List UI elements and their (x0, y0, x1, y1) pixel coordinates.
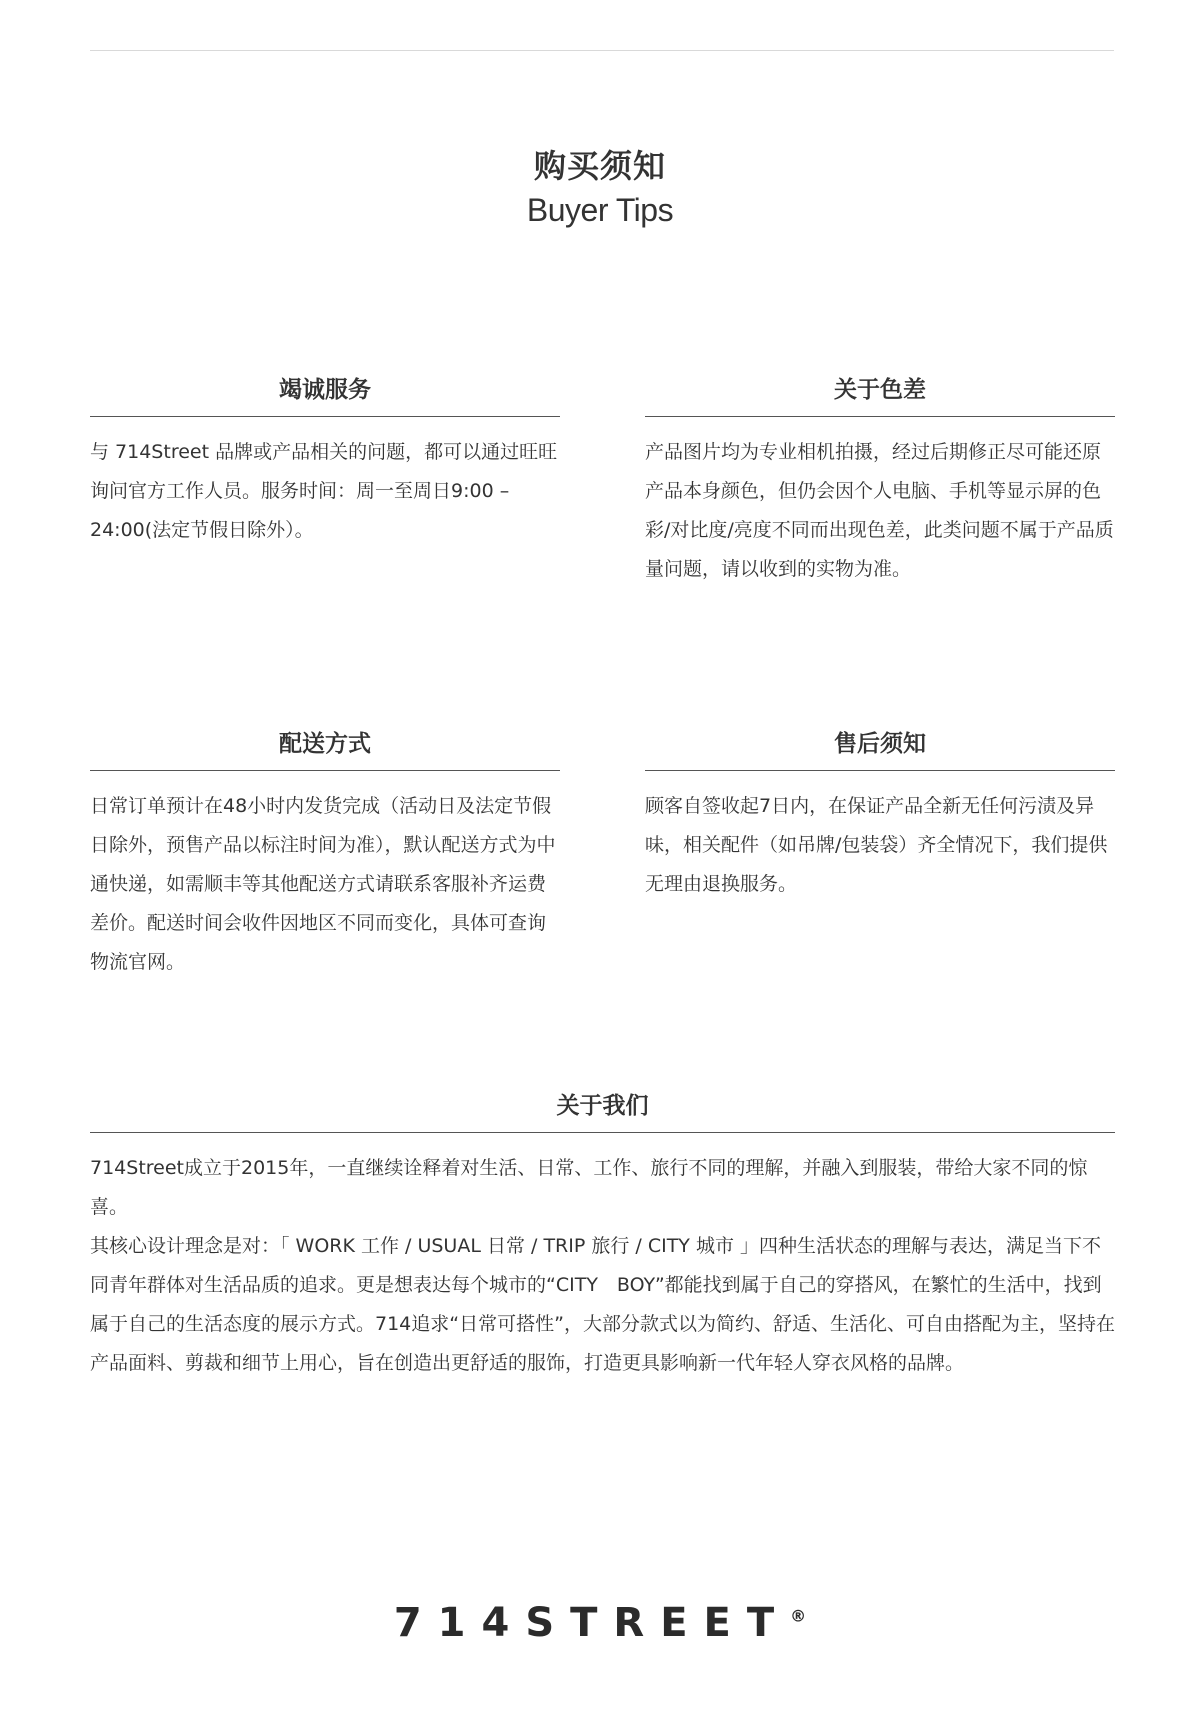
top-divider (90, 50, 1114, 51)
section-title: 关于色差 (834, 377, 926, 403)
page-title-cn: 购买须知 (533, 147, 666, 185)
section-body: 顾客自签收起7日内，在保证产品全新无任何污渍及异味，相关配件（如吊牌/包装袋）齐全情况下，我们提供无理由退换服务。 (645, 795, 1108, 895)
brand-logo (0, 1600, 1200, 1646)
section-sincere-service (90, 364, 560, 550)
section-body (90, 1149, 1115, 1383)
about-paragraph-2: 其核心设计理念是对：「 WORK 工作 / USUAL 日常 / TRIP 旅行 / CITY 城市 」四种生活状态的理解与表达，满足当下不同青年群体对生活品质的追求。更是想表达每个城市的“CITY BOY”都能找到属于自己的穿搭风，在繁忙的生活中，找到属于自己的生活态度的展示方式。714追求“日常可搭性”，大部分款式以为简约、舒适、生活化、可自由搭配为主，坚持在产品面料、剪裁和细节上用心，旨在创造出更舒适的服饰，打造更具影响新一代年轻人穿衣风格的品牌。 (90, 1235, 1115, 1374)
brand-wordmark: 714STREET (393, 1600, 791, 1646)
section-title: 售后须知 (834, 731, 926, 757)
section-color-difference (645, 364, 1115, 589)
section-title: 关于我们 (556, 1093, 649, 1119)
section-delivery (90, 718, 560, 982)
section-divider (90, 416, 560, 417)
section-divider (90, 770, 560, 771)
section-body: 日常订单预计在48小时内发货完成（活动日及法定节假日除外，预售产品以标注时间为准），默认配送方式为中通快递，如需顺丰等其他配送方式请联系客服补齐运费差价。配送时间会收件因地区不同而变化，具体可查询物流官网。 (90, 795, 556, 973)
registered-mark: ® (790, 1606, 807, 1626)
page-title-en: Buyer Tips (526, 192, 674, 228)
section-divider (90, 1132, 1115, 1133)
section-divider (645, 416, 1115, 417)
section-title: 竭诚服务 (279, 377, 371, 403)
section-body: 产品图片均为专业相机拍摄，经过后期修正尽可能还原产品本身颜色，但仍会因个人电脑、手机等显示屏的色彩/对比度/亮度不同而出现色差，此类问题不属于产品质量问题，请以收到的实物为准。 (645, 441, 1114, 580)
section-about-us (90, 1080, 1115, 1383)
page-title (0, 144, 1200, 232)
section-divider (645, 770, 1115, 771)
section-after-sale (645, 718, 1115, 904)
section-title: 配送方式 (279, 731, 371, 757)
section-body: 与 714Street 品牌或产品相关的问题，都可以通过旺旺询问官方工作人员。服务时间：周一至周日9:00 – 24:00(法定节假日除外）。 (90, 441, 558, 541)
about-paragraph-1: 714Street成立于2015年，一直继续诠释着对生活、日常、工作、旅行不同的理解，并融入到服装，带给大家不同的惊喜。 (90, 1157, 1088, 1218)
